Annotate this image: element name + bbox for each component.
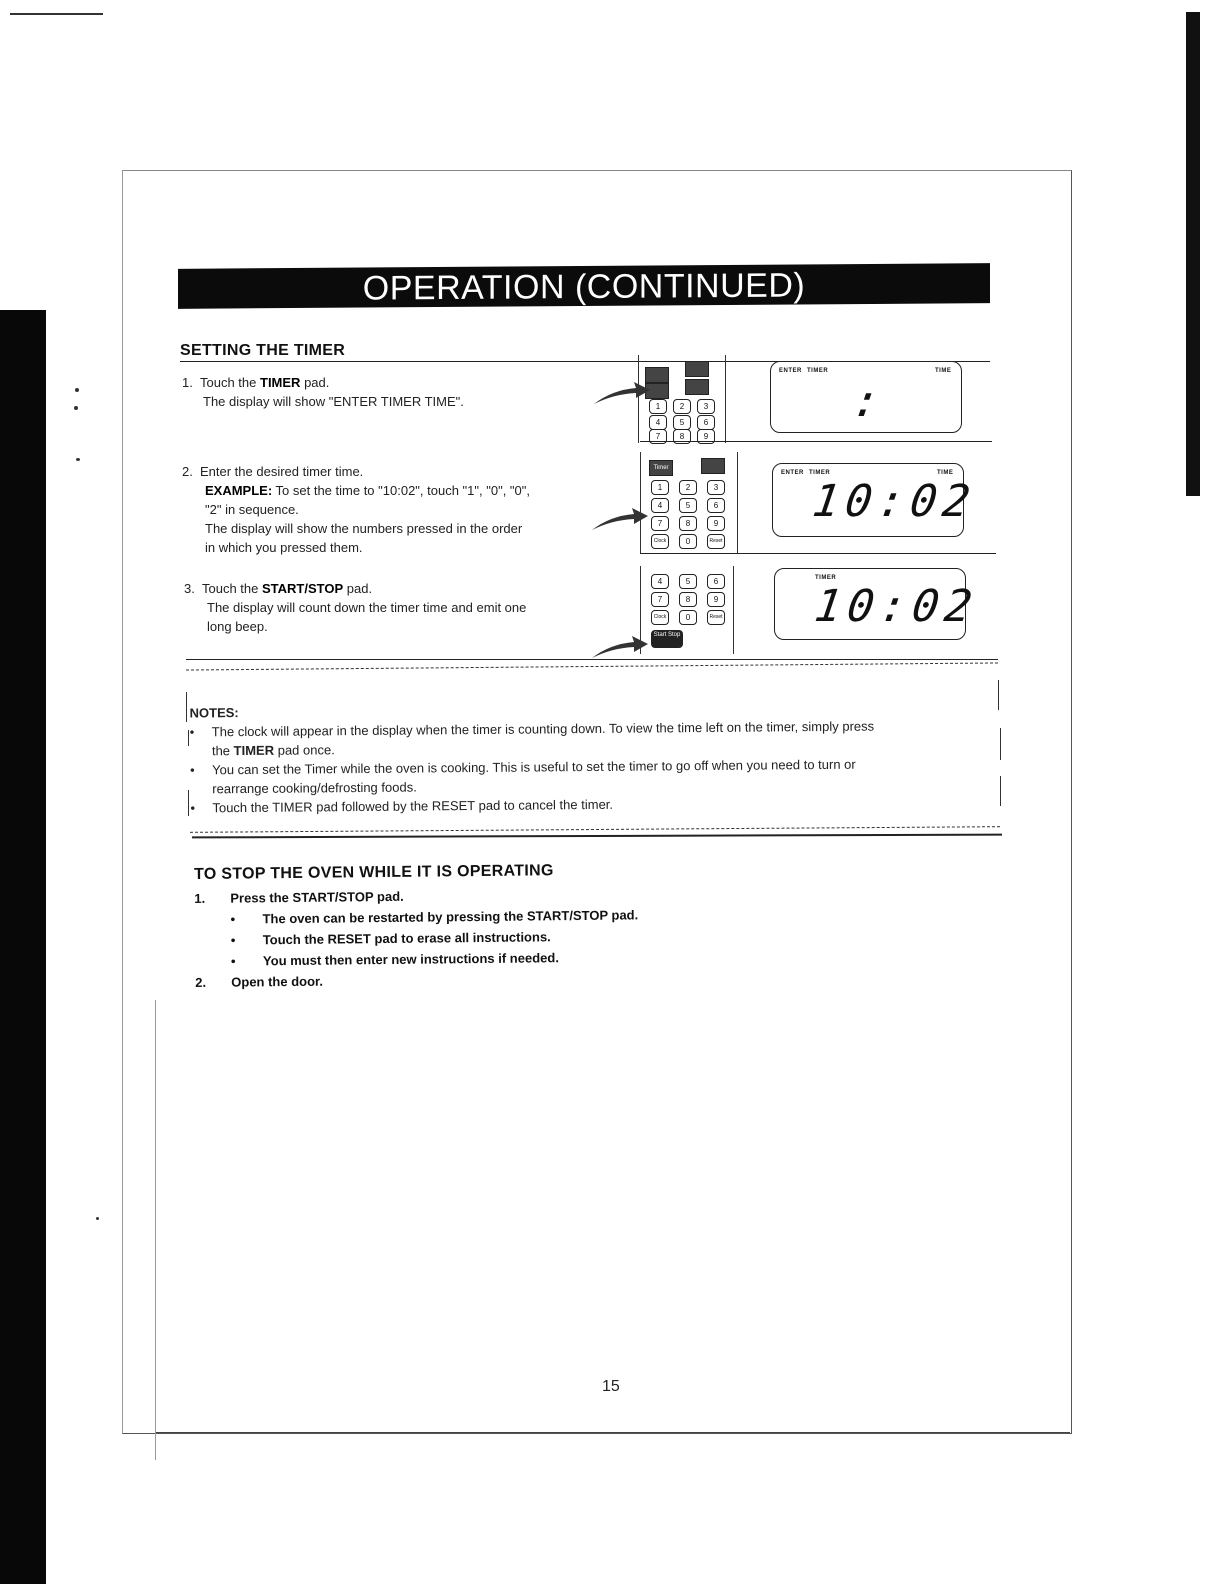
bullet: • — [190, 762, 195, 778]
list-item: Open the door. — [231, 973, 324, 990]
section-title-setting-timer: SETTING THE TIMER — [180, 342, 346, 359]
digit-key: 7 — [649, 429, 667, 444]
digit-key: 7 — [651, 516, 669, 531]
page-frame-bottom — [155, 1432, 1070, 1433]
display-label: TIME — [935, 368, 952, 374]
arrow-icon — [592, 380, 652, 406]
start-stop-key: Start Stop — [651, 630, 683, 648]
digit-key: 8 — [679, 592, 697, 607]
step-number: 2. — [182, 464, 193, 479]
list-item: Press the START/STOP pad. — [230, 888, 404, 906]
step-divider — [640, 441, 992, 442]
digit-key: 6 — [697, 415, 715, 430]
display-label: TIMER — [815, 575, 837, 581]
digit-key: 8 — [679, 516, 697, 531]
step-number: 1. — [182, 375, 193, 390]
notes-border-right — [1000, 776, 1001, 806]
notes-border-right — [1000, 728, 1001, 760]
digit-key: 2 — [673, 399, 691, 414]
keypad-illustration — [640, 452, 738, 554]
digit-key: 4 — [651, 574, 669, 589]
digit-key: 2 — [679, 480, 697, 495]
note-keyword: TIMER — [233, 742, 275, 759]
step-1 — [182, 373, 602, 411]
display-label: TIMER — [807, 368, 829, 374]
display-label: ENTER — [779, 368, 802, 374]
keypad-illustration — [640, 566, 734, 654]
notes-heading: NOTES: — [189, 705, 239, 721]
notes-box — [190, 697, 991, 818]
digit-key: 0 — [679, 534, 697, 549]
bullet: • — [230, 911, 236, 927]
section-title-stop-oven: TO STOP THE OVEN WHILE IT IS OPERATING — [194, 862, 554, 883]
bullet: • — [230, 953, 236, 969]
scan-artifact-rule — [10, 13, 103, 15]
scan-speck — [75, 388, 79, 392]
notes-border-left — [188, 730, 189, 746]
step-text: "2" in sequence. — [205, 502, 299, 517]
step-text: pad. — [300, 375, 330, 390]
step-text: Touch the — [202, 581, 262, 596]
cook-by-weight-key — [685, 361, 709, 377]
page-title-banner: OPERATION (CONTINUED) — [178, 263, 990, 309]
digit-key: 3 — [697, 399, 715, 414]
step-text: long beep. — [207, 619, 268, 634]
speed-defrost-key — [701, 458, 725, 474]
reset-key: Reset — [707, 610, 725, 625]
digit-key: 4 — [651, 498, 669, 513]
lcd-display-timer-entry — [772, 463, 980, 537]
display-label: TIMER — [809, 470, 831, 476]
step-keyword: TIMER — [260, 375, 301, 390]
digit-key: 5 — [679, 498, 697, 513]
stop-oven-section — [194, 860, 755, 993]
timer-key: Timer — [649, 460, 673, 476]
bullet: • — [230, 932, 236, 948]
bullet: • — [189, 724, 195, 740]
step-text: Touch the — [200, 375, 260, 390]
digit-key: 9 — [707, 592, 725, 607]
reset-key: Reset — [707, 534, 725, 549]
note-text: pad once. — [274, 742, 335, 758]
digit-key: 3 — [707, 480, 725, 495]
digit-key: 8 — [673, 429, 691, 444]
lcd-display-countdown — [774, 568, 982, 640]
notes-border-left — [188, 790, 189, 816]
clock-key: Clock — [651, 534, 669, 549]
list-item: Touch the RESET pad to erase all instructions. — [262, 929, 551, 948]
step-keyword: START/STOP — [262, 581, 344, 596]
list-number: 1. — [194, 890, 206, 906]
digit-key: 6 — [707, 498, 725, 513]
step-number: 3. — [184, 581, 195, 596]
list-item: You must then enter new instructions if needed. — [262, 950, 559, 969]
bullet: • — [190, 800, 196, 816]
digit-key: 9 — [697, 429, 715, 444]
digit-key: 0 — [679, 610, 697, 625]
step-text: The display will count down the timer time and emit one — [207, 600, 527, 615]
step-text: The display will show "ENTER TIMER TIME". — [203, 394, 464, 409]
digit-key: 5 — [679, 574, 697, 589]
digit-key: 1 — [649, 399, 667, 414]
scan-speck — [74, 406, 78, 410]
note-text: Touch the TIMER pad followed by the RESET pad to cancel the timer. — [212, 796, 614, 816]
step-text: in which you pressed them. — [205, 540, 363, 555]
list-number: 2. — [195, 974, 207, 990]
scan-speck — [96, 1217, 99, 1220]
digit-key: 7 — [651, 592, 669, 607]
step-2 — [182, 462, 622, 557]
scan-speck — [76, 458, 80, 461]
clock-key: Clock — [651, 610, 669, 625]
digit-key: 9 — [707, 516, 725, 531]
section-divider — [186, 659, 998, 660]
step-text: Enter the desired timer time. — [200, 464, 364, 479]
list-item: The oven can be restarted by pressing the START/STOP pad. — [262, 907, 639, 927]
display-label: ENTER — [781, 470, 804, 476]
notes-border-right — [998, 680, 999, 710]
scan-edge-shadow-right — [1186, 12, 1200, 496]
note-text: The clock will appear in the display when the timer is counting down. To view the time left on the timer, simply press — [211, 718, 875, 740]
note-text: You can set the Timer while the oven is cooking. This is useful to set the timer to go off when you need to turn or — [212, 756, 856, 778]
digit-key: 4 — [649, 415, 667, 430]
example-label: EXAMPLE: — [205, 483, 273, 498]
display-digits: 10:02 — [809, 476, 980, 527]
page-number: 15 — [602, 1378, 620, 1395]
scan-edge-shadow — [0, 310, 46, 1584]
step-text: The display will show the numbers pressed in the order — [205, 521, 523, 536]
speed-defrost-key — [685, 379, 709, 395]
lcd-display-enter-timer — [770, 361, 962, 433]
page-frame-left — [155, 1000, 156, 1460]
notes-border-left — [186, 692, 187, 722]
step-text: pad. — [343, 581, 373, 596]
digit-key: 1 — [651, 480, 669, 495]
note-text: the — [211, 743, 234, 759]
display-label: TIME — [937, 470, 954, 476]
arrow-icon — [590, 634, 650, 660]
step-divider — [640, 553, 996, 554]
digit-key: 5 — [673, 415, 691, 430]
display-digits: : — [849, 376, 890, 427]
step-text: To set the time to "10:02", touch "1", "0", "0", — [272, 483, 530, 498]
display-digits: 10:02 — [811, 581, 982, 632]
note-text: rearrange cooking/defrosting foods. — [212, 779, 417, 797]
step-3 — [184, 579, 604, 636]
digit-key: 6 — [707, 574, 725, 589]
arrow-icon — [590, 506, 650, 532]
